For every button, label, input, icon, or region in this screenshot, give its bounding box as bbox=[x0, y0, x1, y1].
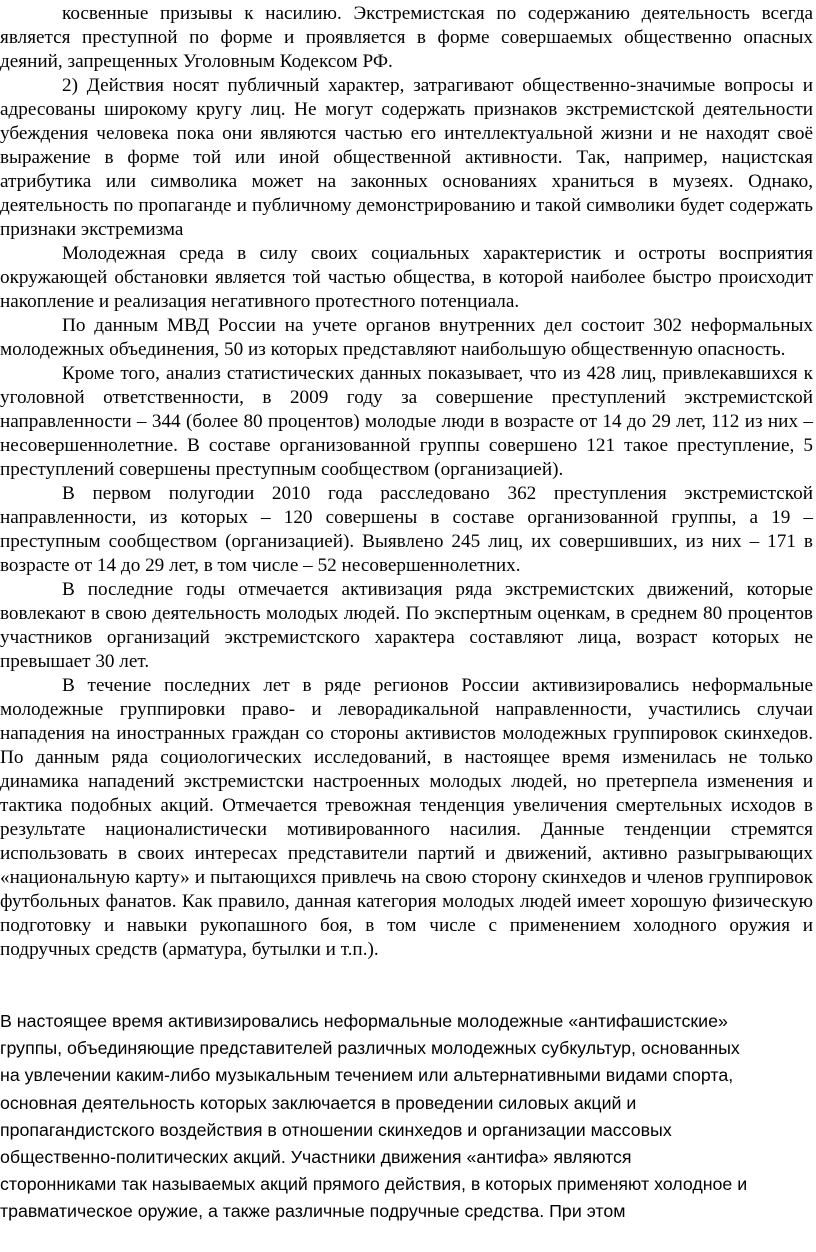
paragraph-extremism-form bbox=[0, 2, 813, 74]
text-line: группы, объединяющие представителей различных молодежных субкультур, основанных bbox=[0, 1038, 740, 1059]
document-body bbox=[0, 2, 813, 962]
text-line: общественно-политических акций. Участники движения «антифа» являются bbox=[0, 1147, 632, 1168]
text-line: В настоящее время активизировались неформальные молодежные «антифашистские» bbox=[0, 1011, 728, 1031]
text-line: пропагандистского воздействия в отношении скинхедов и организации массовых bbox=[0, 1119, 672, 1140]
paragraph-youth-environment: Молодежная среда в силу своих социальных характеристик и остроты восприятия окружающей обстановки является той частью общества, в которой наиболее быстро происходит накопление и реализация негативного протестного потенциала. bbox=[0, 243, 813, 312]
paragraph-first-half-2010: В первом полугодии 2010 года расследовано 362 преступления экстремистской направленности, из которых – 120 совершены в составе организованной группы, а 19 – преступным сообществом (организацией). Выявлено 245 лиц, их совершивших, из них – 171 в возрасте от 14 до 29 лет, в том числе – 52 несовершеннолетних. bbox=[0, 483, 813, 576]
text-line: сторонниками так называемых акций прямого действия, в которых применяют холодное и bbox=[0, 1174, 748, 1195]
paragraph-statistics-2009: Кроме того, анализ статистических данных показывает, что из 428 лиц, привлекавшихся к уголовной ответственности, в 2009 году за совершение преступлений экстремистской направленности – 344 (более 80 процентов) молодые люди в возрасте от 14 до 29 лет, 112 из них – несовершеннолетние. В составе организованной группы совершено 121 такое преступление, 5 преступлений совершены преступным сообществом (организацией). bbox=[0, 363, 813, 480]
text-line: травматическое оружие, а также различные подручные средства. При этом bbox=[0, 1201, 626, 1222]
text-line: основная деятельность которых заключается в проведении силовых акций и bbox=[0, 1092, 637, 1113]
paragraph-mvd-data: По данным МВД России на учете органов внутренних дел состоит 302 неформальных молодежных объединения, 50 из которых представляют наибольшую общественную опасность. bbox=[0, 315, 813, 360]
antifa-section bbox=[0, 1008, 810, 1226]
paragraph-recent-years: В последние годы отмечается активизация ряда экстремистских движений, которые вовлекают в свою деятельность молодых людей. По экспертным оценкам, в среднем 80 процентов участников организаций экстремистского характера составляют лица, возраст которых не превышает 30 лет. bbox=[0, 579, 813, 672]
paragraph-text: косвенные призывы к насилию. Экстремистская по содержанию деятельность всегда является преступной по форме и проявляется в форме совершаемых общественно опасных деяний, запрещенных Уголовным Кодексом РФ. bbox=[0, 3, 813, 72]
paragraph-public-character: 2) Действия носят публичный характер, затрагивают общественно-значимые вопросы и адресованы широкому кругу лиц. Не могут содержать признаков экстремистской деятельности убеждения человека пока они являются частью его интеллектуальной жизни и не находят своё выражение в форме той или иной общественной активности. Так, например, нацистская атрибутика или символика может на законных основаниях храниться в музеях. Однако, деятельность по пропаганде и публичному демонстрированию и такой символики будет содержать признаки экстремизма bbox=[0, 75, 813, 240]
text-line: на увлечении каким-либо музыкальным течением или альтернативными видами спорта, bbox=[0, 1065, 734, 1086]
paragraph-regional-groups: В течение последних лет в ряде регионов России активизировались неформальные молодежные группировки право- и леворадикальной направленности, участились случаи нападения на иностранных граждан со стороны активистов молодежных группировок скинхедов. По данным ряда социологических исследований, в настоящее время изменилась не только динамика нападений экстремистски настроенных молодых людей, но претерпела изменения и тактика подобных акций. Отмечается тревожная тенденция увеличения смертельных исходов в результате националистически мотивированного насилия. Данные тенденции стремятся использовать в своих интересах представители партий и движений, активно разыгрывающих «национальную карту» и пытающихся привлечь на свою сторону скинхедов и членов группировок футбольных фанатов. Как правило, данная категория молодых людей имеет хорошую физическую подготовку и навыки рукопашного боя, в том числе с применением холодного оружия и подручных средств (арматура, бутылки и т.п.). bbox=[0, 675, 813, 960]
